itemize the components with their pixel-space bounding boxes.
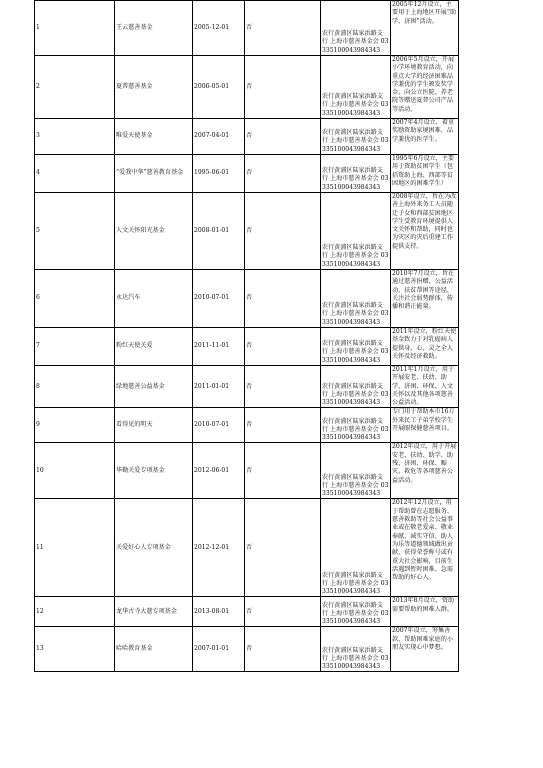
cell-index: 3 [35, 119, 115, 155]
cell-flag: 否 [245, 270, 321, 328]
cell-description: 2012年设立，用于开展安老、扶幼、助学、助残、济困、环保、赈灾、救危等各项慈善公益活动。 [391, 443, 459, 499]
cell-index: 7 [35, 328, 115, 366]
cell-fund-name: 人文关怀阳光基金 [115, 193, 193, 270]
cell-date: 2012-12-01 [193, 499, 245, 597]
cell-bank-account: 农行黄浦区陆家浜路支行 上海市慈善基金会 03335100043984343 [321, 155, 391, 193]
table-row [35, 597, 459, 627]
cell-bank-account: 农行黄浦区陆家浜路支行 上海市慈善基金会 03335100043984343 [321, 270, 391, 328]
cell-description: 2011年1月设立，用于开展安老、扶幼、助学、济困、环保、人文关怀以及其他各项慈善公益活动。 [391, 366, 459, 408]
cell-description: 2013年8月设立，资助需要帮助的困难人群。 [391, 597, 459, 627]
table-row [35, 328, 459, 366]
cell-index: 13 [35, 627, 115, 672]
cell-bank-account: 农行黄浦区陆家浜路支行 上海市慈善基金会 03335100043984343 [321, 56, 391, 119]
table-row [35, 119, 459, 155]
cell-flag: 否 [245, 366, 321, 408]
table-row [35, 155, 459, 193]
cell-bank-account: 农行黄浦区陆家浜路支行 上海市慈善基金会 03335100043984343 [321, 328, 391, 366]
cell-bank-account: 农行黄浦区陆家浜路支行 上海市慈善基金会 03335100043984343 [321, 1, 391, 56]
cell-fund-name: 哈哈教育基金 [115, 627, 193, 672]
cell-flag: 否 [245, 119, 321, 155]
cell-index: 4 [35, 155, 115, 193]
cell-index: 6 [35, 270, 115, 328]
cell-bank-account: 农行黄浦区陆家浜路支行 上海市慈善基金会 03335100043984343 [321, 408, 391, 443]
cell-index: 12 [35, 597, 115, 627]
cell-description: 2010年7月设立，旨在通过慈善捐赠、公益活动、扶贫帮困等途径，关注社会弱势群体，传播和谐正能量。 [391, 270, 459, 328]
cell-index: 1 [35, 1, 115, 56]
table-row [35, 627, 459, 672]
cell-fund-name: 王云慈善基金 [115, 1, 193, 56]
cell-date: 1995-06-01 [193, 155, 245, 193]
cell-description: 2008年设立，旨在为改善上海外来务工人员随迁子女和西部贫困地区学生受教育环境提供人文关怀和帮助，同时也为灾区的灾后重建工作提供支持。 [391, 193, 459, 270]
table-row [35, 366, 459, 408]
cell-date: 2008-01-01 [193, 193, 245, 270]
cell-date: 2007-04-01 [193, 119, 245, 155]
cell-flag: 否 [245, 56, 321, 119]
cell-flag: 否 [245, 193, 321, 270]
table-row [35, 499, 459, 597]
cell-date: 2013-08-01 [193, 597, 245, 627]
cell-date: 2005-12-01 [193, 1, 245, 56]
cell-flag: 否 [245, 443, 321, 499]
cell-fund-name: 永达汽车 [115, 270, 193, 328]
cell-description: 2007年4月设立，着重奖励资助家境困难、品学兼优的医学生。 [391, 119, 459, 155]
cell-index: 5 [35, 193, 115, 270]
cell-flag: 否 [245, 328, 321, 366]
cell-flag: 否 [245, 597, 321, 627]
cell-index: 11 [35, 499, 115, 597]
cell-date: 2010-07-01 [193, 270, 245, 328]
cell-flag: 否 [245, 1, 321, 56]
cell-fund-name: “爱我中华”慈善教育基金 [115, 155, 193, 193]
cell-fund-name: 华勤关爱专项基金 [115, 443, 193, 499]
table-row [35, 270, 459, 328]
cell-description: 1995年6月设立，主要用于资助贫困学生（包括资助上海、西部等贫困地区的困难学生） [391, 155, 459, 193]
table-row [35, 443, 459, 499]
fund-table-body [35, 1, 459, 672]
cell-description: 2012年12月设立，用于帮助曾在志愿服务、慈善救助等社会公益事业或在敬老爱亲、敬业奉献、诚实守信、助人为乐等道德领域做出贡献，获得荣誉称号或有重大社会影响，目前生活遇到暂时困难、急需帮助的好心人。 [391, 499, 459, 597]
cell-bank-account: 农行黄浦区陆家浜路支行 上海市慈善基金会 03335100043984343 [321, 597, 391, 627]
cell-index: 8 [35, 366, 115, 408]
cell-index: 10 [35, 443, 115, 499]
cell-flag: 否 [245, 408, 321, 443]
cell-description: 专门用于帮助本市16万外来民工子弟学校学生开展眼保健慈善项目。 [391, 408, 459, 443]
cell-bank-account: 农行黄浦区陆家浜路支行 上海市慈善基金会 03335100043984343 [321, 366, 391, 408]
cell-date: 2011-11-01 [193, 328, 245, 366]
cell-fund-name: 龙华古寺大慈专项基金 [115, 597, 193, 627]
cell-flag: 否 [245, 499, 321, 597]
cell-bank-account: 农行黄浦区陆家浜路支行 上海市慈善基金会 03335100043984343 [321, 193, 391, 270]
cell-bank-account: 农行黄浦区陆家浜路支行 上海市慈善基金会 03335100043984343 [321, 443, 391, 499]
cell-date: 2012-06-01 [193, 443, 245, 499]
cell-description: 2005年12月设立，主要用于上海地区开展“助学、济困”活动。 [391, 1, 459, 56]
cell-description: 2007年设立，筹集善款，帮助困难家庭的小朋友实现心中梦想。 [391, 627, 459, 672]
cell-bank-account: 农行黄浦区陆家浜路支行 上海市慈善基金会 03335100043984343 [321, 119, 391, 155]
cell-description: 2011年设立，粉红天使基金致力于对乳癌病人提供身、心、灵之全人关怀及经济救助。 [391, 328, 459, 366]
cell-description: 2006年5月设立，开展小学环境教育活动，向重点大学的经济困难品学兼优的学生颁发奖学金，向公立医院、养老院等赠送夏普公司产品等活动。 [391, 56, 459, 119]
fund-table [34, 0, 459, 672]
table-row [35, 1, 459, 56]
cell-index: 9 [35, 408, 115, 443]
cell-fund-name: 看得见的明天 [115, 408, 193, 443]
cell-flag: 否 [245, 627, 321, 672]
cell-index: 2 [35, 56, 115, 119]
cell-date: 2011-01-01 [193, 366, 245, 408]
cell-date: 2007-01-01 [193, 627, 245, 672]
cell-fund-name: 粉红天使关爱 [115, 328, 193, 366]
cell-bank-account: 农行黄浦区陆家浜路支行 上海市慈善基金会 03335100043984343 [321, 627, 391, 672]
cell-fund-name: 唯爱天使基金 [115, 119, 193, 155]
cell-bank-account: 农行黄浦区陆家浜路支行 上海市慈善基金会 03335100043984343 [321, 499, 391, 597]
cell-date: 2010-07-01 [193, 408, 245, 443]
table-row [35, 193, 459, 270]
cell-flag: 否 [245, 155, 321, 193]
cell-fund-name: 关爱好心人专项基金 [115, 499, 193, 597]
cell-fund-name: 绿地慈善公益基金 [115, 366, 193, 408]
cell-date: 2006-05-01 [193, 56, 245, 119]
table-row [35, 56, 459, 119]
cell-fund-name: 夏普慈善基金 [115, 56, 193, 119]
table-row [35, 408, 459, 443]
